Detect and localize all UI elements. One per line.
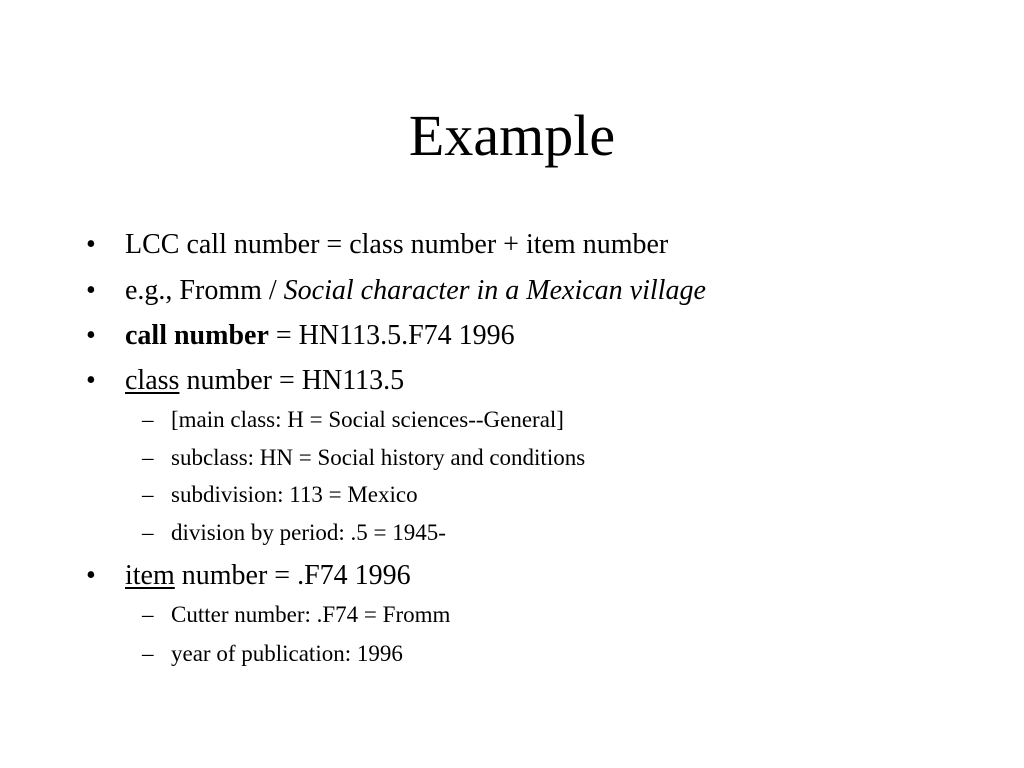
dash-glyph: – xyxy=(142,602,154,627)
bullet-glyph: • xyxy=(86,229,96,260)
sub-bullet-item xyxy=(142,601,451,629)
bullet-item xyxy=(86,228,669,262)
underlined-term: class xyxy=(125,365,180,396)
bullet-item xyxy=(86,319,515,353)
sub-bullet-text: division by period: .5 = 1945- xyxy=(171,520,446,545)
book-title-italic: Social character in a Mexican village xyxy=(283,275,706,306)
dash-glyph: – xyxy=(142,407,154,432)
slide-title: Example xyxy=(408,103,616,168)
bullet-glyph: • xyxy=(86,320,96,351)
sub-bullet-item xyxy=(142,640,403,668)
bullet-text: LCC call number = class number + item number xyxy=(125,229,669,260)
bullet-text-rest: = HN113.5.F74 1996 xyxy=(268,320,515,351)
bullet-text-rest: number = HN113.5 xyxy=(179,365,405,396)
bullet-item xyxy=(86,559,411,593)
sub-bullet-item xyxy=(142,481,418,509)
dash-glyph: – xyxy=(142,641,154,666)
sub-bullet-text: subdivision: 113 = Mexico xyxy=(171,482,418,507)
dash-glyph: – xyxy=(142,445,154,470)
sub-bullet-text: Cutter number: .F74 = Fromm xyxy=(171,602,451,627)
bullet-glyph: • xyxy=(86,275,96,306)
bullet-glyph: • xyxy=(86,365,96,396)
dash-glyph: – xyxy=(142,482,154,507)
sub-bullet-item xyxy=(142,406,564,434)
sub-bullet-text: [main class: H = Social sciences--General] xyxy=(171,407,564,432)
bullet-item xyxy=(86,364,405,398)
dash-glyph: – xyxy=(142,520,154,545)
bullet-text-rest: number = .F74 1996 xyxy=(174,560,411,591)
bullet-text-prefix: e.g., Fromm / xyxy=(125,275,284,306)
bullet-glyph: • xyxy=(86,560,96,591)
bullet-item xyxy=(86,274,706,308)
bold-term: call number xyxy=(125,320,269,351)
underlined-term: item xyxy=(125,560,175,591)
sub-bullet-text: subclass: HN = Social history and conditions xyxy=(171,445,586,470)
sub-bullet-item xyxy=(142,444,586,472)
sub-bullet-text: year of publication: 1996 xyxy=(171,641,403,666)
sub-bullet-item xyxy=(142,519,446,547)
